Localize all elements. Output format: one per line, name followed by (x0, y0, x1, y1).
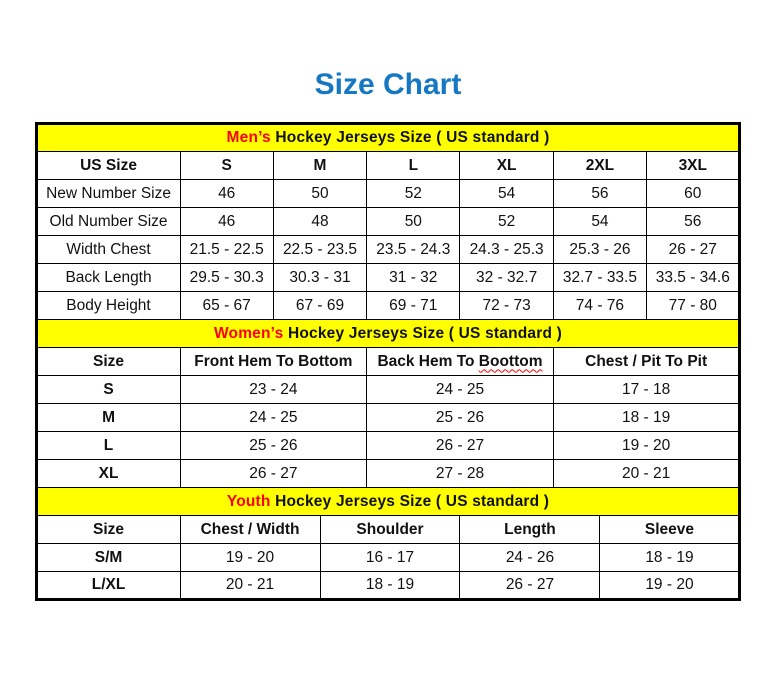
mens-section (36, 124, 740, 320)
page-title: Size Chart (314, 68, 462, 101)
table-cell: 17 - 18 (553, 376, 740, 404)
table-cell: 56 (553, 180, 646, 208)
column-header-row (36, 516, 740, 544)
table-cell: New Number Size (36, 180, 180, 208)
table-cell: 54 (460, 180, 553, 208)
table-cell: 32.7 - 33.5 (553, 264, 646, 292)
table-cell: 31 - 32 (367, 264, 460, 292)
table-cell: 27 - 28 (367, 460, 554, 488)
column-header-cell: M (273, 152, 366, 180)
column-header-row (36, 348, 740, 376)
table-cell: 24 - 26 (460, 544, 600, 572)
table-cell: 25.3 - 26 (553, 236, 646, 264)
table-row (36, 572, 740, 600)
table-cell: Old Number Size (36, 208, 180, 236)
table-cell: 74 - 76 (553, 292, 646, 320)
table-cell: M (36, 404, 180, 432)
column-header-cell: Sleeve (600, 516, 740, 544)
table-cell: XL (36, 460, 180, 488)
table-cell: 26 - 27 (460, 572, 600, 600)
table-cell: 24 - 25 (180, 404, 367, 432)
table-cell: 65 - 67 (180, 292, 273, 320)
size-chart-table (35, 122, 742, 601)
table-cell: 46 (180, 208, 273, 236)
column-header-cell: Size (36, 348, 180, 376)
womens-section (36, 320, 740, 488)
table-cell: 72 - 73 (460, 292, 553, 320)
table-cell: 48 (273, 208, 366, 236)
table-cell: 50 (367, 208, 460, 236)
table-row (36, 376, 740, 404)
table-cell: 26 - 27 (647, 236, 740, 264)
table-cell: 23 - 24 (180, 376, 367, 404)
table-cell: 20 - 21 (180, 572, 320, 600)
column-header-cell: Size (36, 516, 180, 544)
table-cell: 52 (367, 180, 460, 208)
table-row (36, 264, 740, 292)
column-header-cell: Front Hem To Bottom (180, 348, 367, 376)
table-cell: 60 (647, 180, 740, 208)
table-cell: Body Height (36, 292, 180, 320)
table-cell: 19 - 20 (553, 432, 740, 460)
table-row (36, 208, 740, 236)
table-cell: 18 - 19 (320, 572, 460, 600)
table-cell: S/M (36, 544, 180, 572)
table-cell: 56 (647, 208, 740, 236)
table-cell: 26 - 27 (180, 460, 367, 488)
table-cell: L/XL (36, 572, 180, 600)
table-cell: L (36, 432, 180, 460)
column-header-row (36, 152, 740, 180)
band-title-text: Hockey Jerseys Size ( US standard ) (283, 324, 563, 342)
table-cell: 54 (553, 208, 646, 236)
misspelled-word: Boottom (478, 352, 543, 370)
table-row (36, 180, 740, 208)
column-header-cell (367, 348, 554, 376)
table-cell: 19 - 20 (600, 572, 740, 600)
column-header-cell: Length (460, 516, 600, 544)
table-row (36, 432, 740, 460)
youth-section (36, 488, 740, 600)
column-header-cell: 2XL (553, 152, 646, 180)
column-header-cell: S (180, 152, 273, 180)
column-header-cell: XL (460, 152, 553, 180)
table-cell: 19 - 20 (180, 544, 320, 572)
table-cell: 18 - 19 (553, 404, 740, 432)
band-accent-text: Men’s (226, 129, 271, 146)
table-row (36, 404, 740, 432)
column-header-cell: L (367, 152, 460, 180)
table-cell: 32 - 32.7 (460, 264, 553, 292)
table-row (36, 460, 740, 488)
table-cell: Back Length (36, 264, 180, 292)
section-band-row (36, 320, 740, 348)
table-row (36, 544, 740, 572)
table-cell: 24.3 - 25.3 (460, 236, 553, 264)
column-header-cell: US Size (36, 152, 180, 180)
table-cell: S (36, 376, 180, 404)
table-cell: 69 - 71 (367, 292, 460, 320)
band-accent-text: Women’s (213, 324, 284, 342)
table-cell: 25 - 26 (180, 432, 367, 460)
table-cell: 21.5 - 22.5 (180, 236, 273, 264)
table-cell: 22.5 - 23.5 (273, 236, 366, 264)
table-cell: 26 - 27 (367, 432, 554, 460)
table-cell: 18 - 19 (600, 544, 740, 572)
column-header-cell: 3XL (647, 152, 740, 180)
table-cell: 16 - 17 (320, 544, 460, 572)
column-header-cell: Chest / Pit To Pit (553, 348, 740, 376)
band-accent-text: Youth (226, 492, 271, 510)
table-row (36, 292, 740, 320)
table-cell: Width Chest (36, 236, 180, 264)
section-band-row (36, 124, 740, 152)
table-cell: 20 - 21 (553, 460, 740, 488)
table-cell: 46 (180, 180, 273, 208)
womens-section-band (36, 320, 740, 348)
mens-section-band (36, 124, 740, 152)
band-title-text: Hockey Jerseys Size ( US standard ) (270, 492, 550, 510)
table-cell: 50 (273, 180, 366, 208)
table-cell: 30.3 - 31 (273, 264, 366, 292)
column-header-cell: Chest / Width (180, 516, 320, 544)
table-cell: 77 - 80 (647, 292, 740, 320)
table-cell: 52 (460, 208, 553, 236)
table-row (36, 236, 740, 264)
table-cell: 33.5 - 34.6 (647, 264, 740, 292)
table-cell: 24 - 25 (367, 376, 554, 404)
table-cell: 67 - 69 (273, 292, 366, 320)
table-cell: 23.5 - 24.3 (367, 236, 460, 264)
youth-section-band (36, 488, 740, 516)
column-header-text: Back Hem To (377, 352, 479, 370)
column-header-cell: Shoulder (320, 516, 460, 544)
section-band-row (36, 488, 740, 516)
table-cell: 25 - 26 (367, 404, 554, 432)
table-cell: 29.5 - 30.3 (180, 264, 273, 292)
band-title-text: Hockey Jerseys Size ( US standard ) (270, 129, 550, 146)
